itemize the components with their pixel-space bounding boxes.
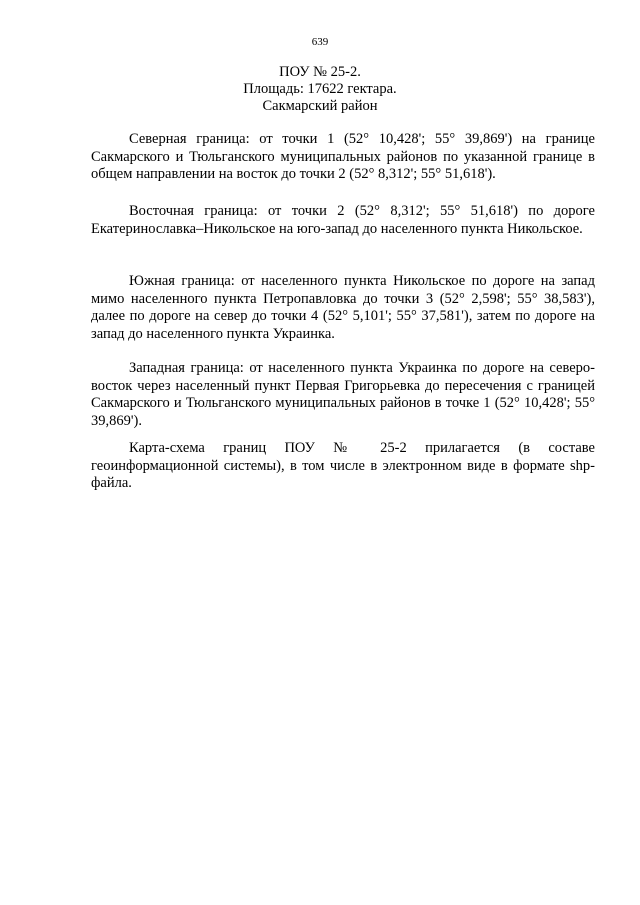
west-border-paragraph: Западная граница: от населенного пункта Украинка по дороге на северо-восток через населенный пункт Первая Григорьевка до пересечения с границей Сакмарского и Тюльганского муниципальных районов в точке 1 (52° 10,428'; 55° 39,869'). (91, 360, 595, 429)
east-border-paragraph: Восточная граница: от точки 2 (52° 8,312'; 55° 51,618') по дороге Екатеринославка–Никольское на юго-запад до населенного пункта Никольское. (91, 203, 595, 237)
south-border-paragraph: Южная граница: от населенного пункта Никольское по дороге на запад мимо населенного пункта Петропавловка до точки 3 (52° 2,598'; 55° 38,583'), далее по дороге на север до точки 4 (52° 5,101'; 55° 37,581'), затем по дороге на запад до населенного пункта Украинка. (91, 273, 595, 342)
heading-title: ПОУ № 25-2. (279, 64, 361, 80)
north-border-paragraph: Северная граница: от точки 1 (52° 10,428'; 55° 39,869') на границе Сакмарского и Тюльганского муниципальных районов по указанной границе в общем направлении на восток до точки 2 (52° 8,312'; 55° 51,618'). (91, 131, 595, 182)
heading-district: Сакмарский район (262, 98, 378, 114)
heading-area: Площадь: 17622 гектара. (243, 81, 397, 97)
document-heading (0, 64, 640, 115)
page-number: 639 (311, 36, 329, 48)
map-note-paragraph: Карта-схема границ ПОУ № 25-2 прилагается (в составе геоинформационной системы), в том числе в электронном виде в формате shp-файла. (91, 440, 595, 491)
